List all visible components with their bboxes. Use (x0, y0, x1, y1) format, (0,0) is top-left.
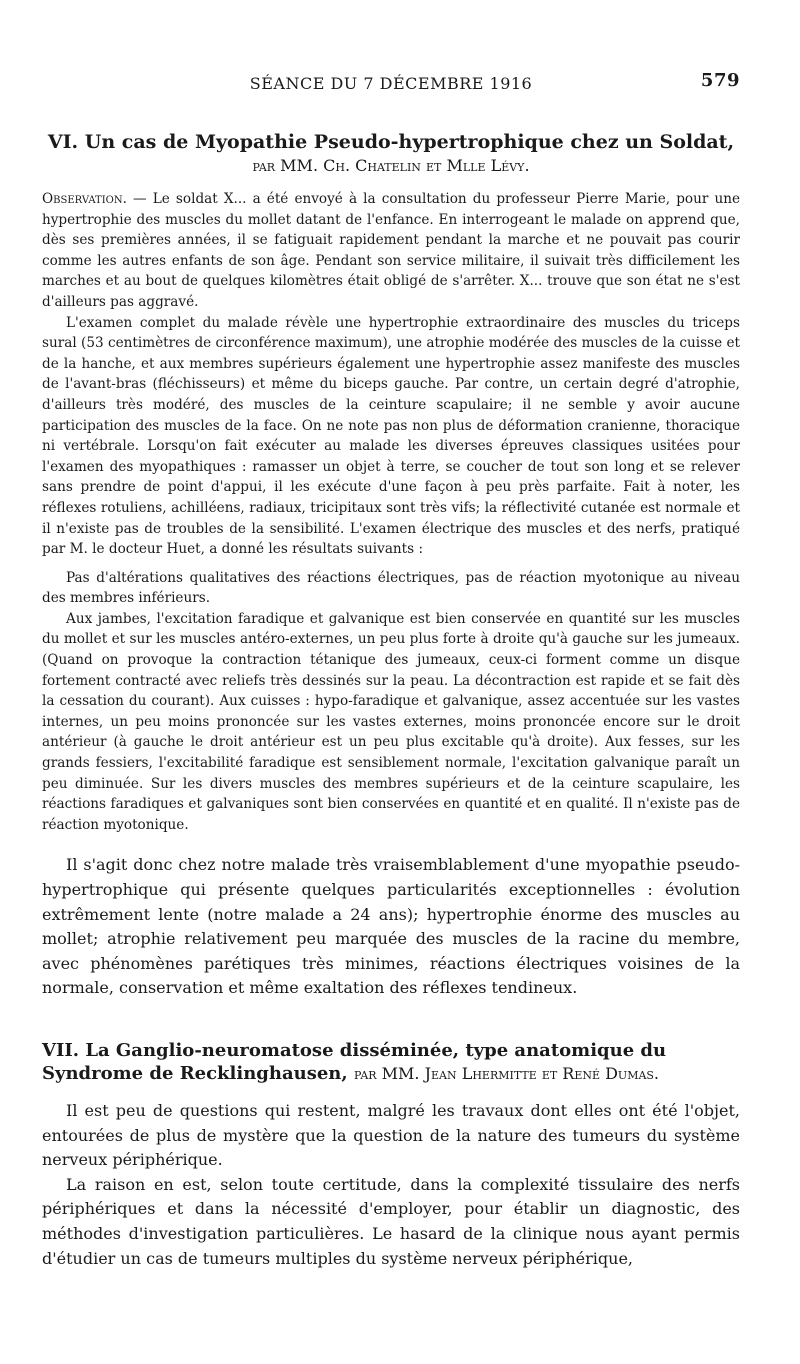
running-title: SÉANCE DU 7 DÉCEMBRE 1916 (249, 74, 533, 93)
observation-text: Le soldat X... a été envoyé à la consultation du professeur Pierre Marie, pour une hypertrophie des muscles du mollet datant de l'enfance. En interrogeant le malade on apprend que, dès ses premières années, il se fatiguait rapidement pendant la marche et ne pouvait pas courir comme les autres enfants de son âge. Pendant son service militaire, il suivait très difficilement les marches et au bout de quelques kilomètres était obligé de s'arrêter. X... trouve que son état ne s'est d'ailleurs pas aggravé. (42, 191, 740, 310)
article2-byline: par MM. Jean Lhermitte et René Dumas. (353, 1063, 660, 1083)
legs-paragraph: Aux jambes, l'excitation faradique et galvanique est bien conservée en quantité sur les muscles du mollet et sur les muscles antéro-externes, un peu plus forte à droite qu'à gauche sur les jumeaux. (Quand on provoque la contraction tétanique des jumeaux, ceux-ci forment comme un disque fortement contracté avec reliefs très dessinés sur la peau. La décontraction est rapide et se fait dès la cessation du courant). Aux cuisses : hypo-faradique et galvanique, assez accentuée sur les vastes internes, un peu moins prononcée sur les vastes externes, moins prononcée encore sur le droit antérieur (à gauche le droit antérieur est un peu plus excitable qu'à droite). Aux fesses, sur les grands fessiers, l'excitabilité faradique est sensiblement normale, l'excitation galvanique paraît un peu diminuée. Sur les divers muscles des membres supérieurs et de la ceinture scapulaire, les réactions faradiques et galvaniques sont bien conservées en quantité et en qualité. Il n'existe pas de réaction myotonique. (42, 610, 740, 833)
conclusion-paragraph: Il s'agit donc chez notre malade très vraisemblablement d'une myopathie pseudo-hypertrophique qui présente quelques particularités exceptionnelles : évolution extrêmement lente (notre malade a 24 ans); hypertrophie énorme des muscles au mollet; atrophie relativement peu marquée des muscles de la racine du membre, avec phénomènes parétiques très minimes, réactions électriques voisines de la normale, conservation et même exaltation des réflexes tendineux. (42, 855, 740, 998)
conclusion-block (42, 853, 740, 1001)
observation-paragraph (42, 189, 740, 313)
observation-block (42, 189, 740, 835)
observation-label: Observation. — (42, 191, 147, 207)
page-number: 579 (700, 70, 740, 91)
article2-paragraph-2: La raison en est, selon toute certitude, dans la complexité tissulaire des nerfs périphériques et dans la nécessité d'employer, pour établir un diagnostic, des méthodes d'investigation particulières. Le hasard de la clinique nous ayant permis d'étudier un cas de tumeurs multiples du système nerveux périphérique, (42, 1174, 740, 1268)
article-title: VI. Un cas de Myopathie Pseudo-hypertrophique chez un Soldat, (47, 131, 735, 153)
examination-paragraph: L'examen complet du malade révèle une hypertrophie extraordinaire des muscles du triceps sural (53 centimètres de circonférence maximum), une atrophie modérée des muscles de la cuisse et de la hanche, et aux membres supérieurs également une hypertrophie assez manifeste des muscles de l'avant-bras (fléchisseurs) et même du biceps gauche. Par contre, un certain degré d'atrophie, d'ailleurs très modéré, des muscles de la ceinture scapulaire; il ne semble y avoir aucune participation des muscles de la face. On ne note pas non plus de déformation cranienne, thoracique ni vertébrale. Lorsqu'on fait exécuter au malade les diverses épreuves classiques usitées pour l'examen des myopathiques : ramasser un objet à terre, se coucher de tout son long et se relever sans prendre de point d'appui, il les exécute d'une façon à peu près parfaite. Fait à noter, les réflexes rotuliens, achilléens, radiaux, tricipitaux sont très vifs; la réflectivité cutanée est normale et il n'existe pas de troubles de la sensibilité. L'examen électrique des muscles et des nerfs, pratiqué par M. le docteur Huet, a donné les résultats suivants : (42, 314, 740, 558)
article2-paragraph-1: Il est peu de questions qui restent, malgré les travaux dont elles ont été l'objet, entourées de plus de mystère que la question de la nature des tumeurs du système nerveux périphérique. (42, 1100, 740, 1170)
article2-title (42, 1039, 740, 1085)
article-byline: par MM. Ch. Chatelin et Mlle Lévy. (252, 156, 530, 175)
running-head (42, 62, 740, 92)
article2-body (42, 1099, 740, 1271)
article2-title-text: VII. La Ganglio-neuromatose disséminée, type anatomique du Syndrome de Recklinghausen, (42, 1039, 667, 1084)
electrical-paragraph: Pas d'altérations qualitatives des réactions électriques, pas de réaction myotonique au niveau des membres inférieurs. (42, 569, 740, 607)
